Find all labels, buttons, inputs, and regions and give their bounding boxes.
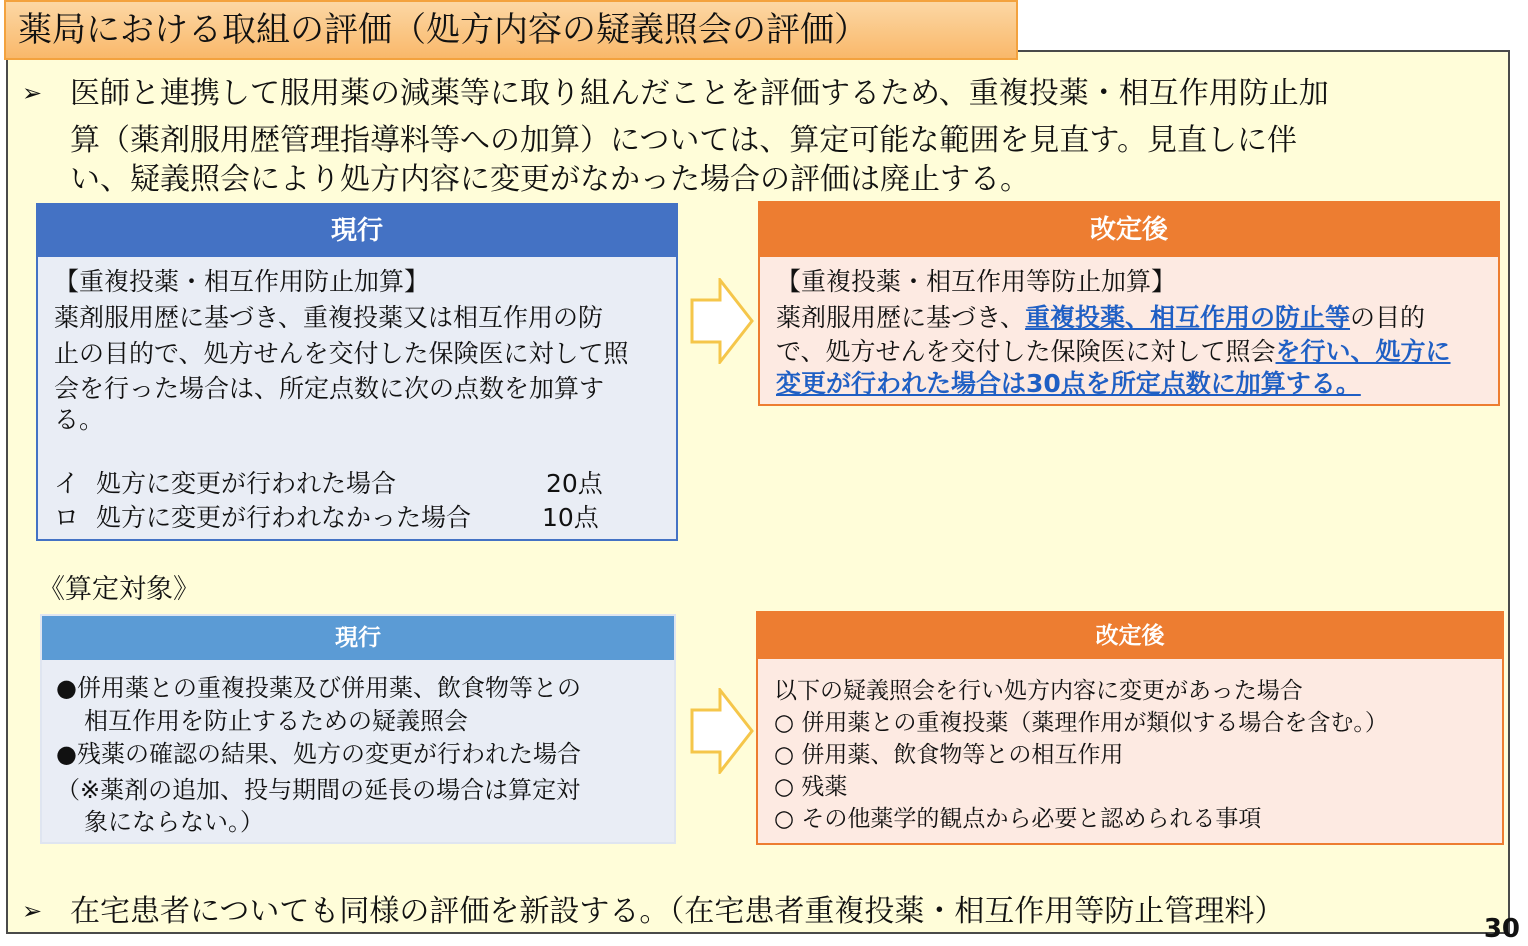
revised-rule-box xyxy=(758,201,1500,406)
revised-target-item: ○ 残薬 xyxy=(774,774,848,800)
current-item-i-label: イ xyxy=(54,469,80,498)
current-target-line-5: 象にならない。） xyxy=(84,808,264,836)
current-item-i-text: 処方に変更が行われた場合 xyxy=(96,469,397,498)
revised-rule-line-2 xyxy=(776,335,1451,368)
revised-rule-name: 【重複投薬・相互作用等防止加算】 xyxy=(776,267,1177,296)
current-target-header: 現行 xyxy=(42,616,674,660)
revised-rule-line-1 xyxy=(776,301,1425,334)
revised-rule-header: 改定後 xyxy=(760,203,1498,257)
revised-line-1a: 薬剤服用歴に基づき、 xyxy=(776,303,1026,332)
current-rule-header: 現行 xyxy=(38,205,676,257)
intro-line-3: い、疑義照会により処方内容に変更がなかった場合の評価は廃止する。 xyxy=(70,162,1030,197)
current-rule-line-4: る。 xyxy=(54,405,105,434)
page-number: 30 xyxy=(1483,914,1520,944)
current-item-ro-points: 10点 xyxy=(542,503,599,532)
right-arrow-icon xyxy=(690,278,754,364)
current-target-box xyxy=(40,614,676,844)
revised-emphasis-1: 重複投薬、相互作用の防止等 xyxy=(1025,303,1351,332)
right-arrow-icon-2 xyxy=(690,688,754,774)
page-title: 薬局における取組の評価（処方内容の疑義照会の評価） xyxy=(4,0,1018,60)
revised-line-2a: で、処方せんを交付した保険医に対して照会 xyxy=(776,337,1276,366)
bullet-arrow-icon: ➢ xyxy=(22,897,43,925)
revised-target-intro: 以下の疑義照会を行い処方内容に変更があった場合 xyxy=(774,678,1303,704)
current-rule-name: 【重複投薬・相互作用防止加算】 xyxy=(54,267,430,296)
current-rule-line-1: 薬剤服用歴に基づき、重複投薬又は相互作用の防 xyxy=(54,303,604,332)
revised-emphasis-3: 変更が行われた場合は30点を所定点数に加算する。 xyxy=(776,369,1361,398)
current-target-line-4: （※薬剤の追加、投与期間の延長の場合は算定対 xyxy=(56,776,581,804)
current-item-ro-label: ロ xyxy=(54,503,80,532)
revised-target-box xyxy=(756,611,1504,845)
current-target-line-3: ●残薬の確認の結果、処方の変更が行われた場合 xyxy=(56,740,581,768)
bullet-arrow-icon: ➢ xyxy=(22,79,43,107)
intro-line-1: 医師と連携して服用薬の減薬等に取り組んだことを評価するため、重複投薬・相互作用防止加 xyxy=(70,76,1329,111)
revised-line-1c: の目的 xyxy=(1350,303,1426,332)
revised-emphasis-2: を行い、処方に xyxy=(1275,337,1451,366)
current-rule-line-3: 会を行った場合は、所定点数に次の点数を加算す xyxy=(54,374,605,403)
current-item-ro-text: 処方に変更が行われなかった場合 xyxy=(96,503,472,532)
footer-bullet-text: 在宅患者についても同様の評価を新設する。（在宅患者重複投薬・相互作用等防止管理料） xyxy=(70,894,1285,929)
revised-target-header: 改定後 xyxy=(758,613,1502,659)
current-target-line-1: ●併用薬との重複投薬及び併用薬、飲食物等との xyxy=(56,674,581,702)
revised-target-item: ○ その他薬学的観点から必要と認められる事項 xyxy=(774,806,1262,832)
current-rule-line-2: 止の目的で、処方せんを交付した保険医に対して照 xyxy=(54,339,629,368)
target-section-label: 《算定対象》 xyxy=(38,574,200,605)
revised-target-item: ○ 併用薬、飲食物等との相互作用 xyxy=(774,742,1124,768)
revised-target-item: ○ 併用薬との重複投薬（薬理作用が類似する場合を含む。） xyxy=(774,710,1388,736)
intro-line-2: 算（薬剤服用歴管理指導料等への加算）については、算定可能な範囲を見直す。見直しに伴 xyxy=(70,123,1297,158)
current-target-line-2: 相互作用を防止するための疑義照会 xyxy=(84,707,468,735)
current-item-i-points: 20点 xyxy=(546,469,603,498)
current-rule-box xyxy=(36,203,678,541)
